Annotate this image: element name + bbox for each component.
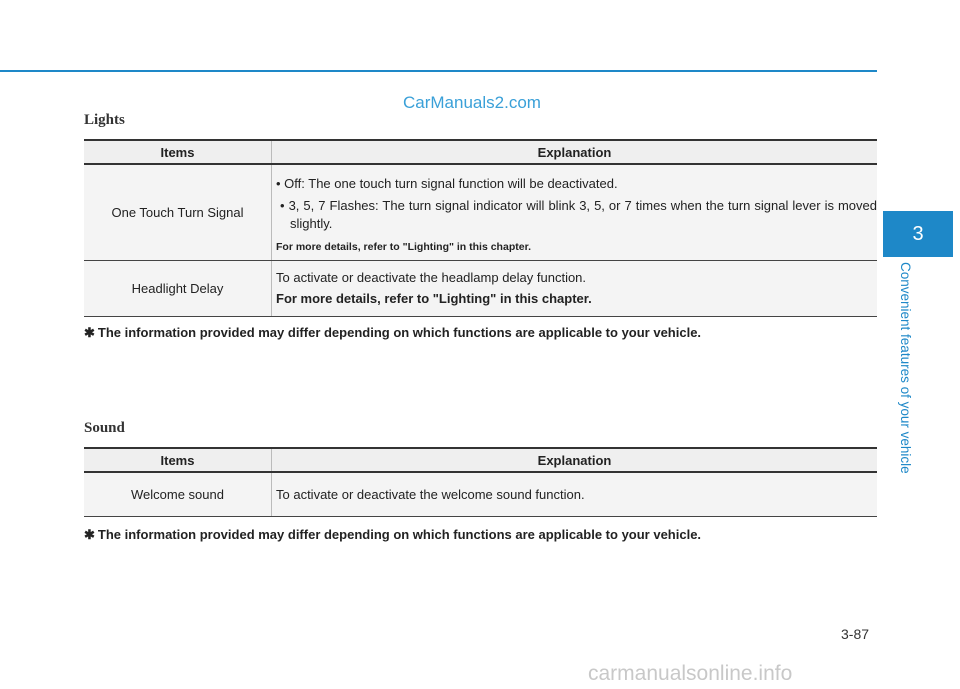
- row-item: Welcome sound: [84, 472, 272, 516]
- footer-watermark: carmanualsonline.info: [588, 662, 793, 685]
- lights-header-items: Items: [84, 140, 272, 164]
- top-rule: [0, 70, 877, 72]
- row-explanation: To activate or deactivate the welcome sound function.: [272, 472, 878, 516]
- reference-text: For more details, refer to "Lighting" in this chapter.: [276, 241, 531, 254]
- sound-table: [84, 447, 877, 517]
- row-item: One Touch Turn Signal: [84, 164, 272, 260]
- note-star-icon: ✱: [84, 527, 95, 542]
- sound-header-row: [84, 448, 877, 472]
- sound-header-items: Items: [84, 448, 272, 472]
- lights-table: [84, 139, 877, 317]
- sound-header-explanation: Explanation: [272, 448, 878, 472]
- row-explanation: [272, 164, 878, 260]
- note-text: The information provided may differ depending on which functions are applicable to your vehicle.: [97, 527, 702, 542]
- reference-text: For more details, refer to "Lighting" in this chapter.: [276, 291, 592, 306]
- lights-title: Lights: [84, 112, 125, 128]
- sound-note: [84, 527, 701, 543]
- row-item: Headlight Delay: [84, 260, 272, 316]
- row-explanation: [272, 260, 878, 316]
- table-row: [84, 260, 877, 316]
- lights-header-row: [84, 140, 877, 164]
- note-text: The information provided may differ depending on which functions are applicable to your vehicle.: [97, 325, 702, 340]
- page-number: 3-87: [841, 626, 870, 642]
- bullet-text: • 3, 5, 7 Flashes: The turn signal indicator will blink 3, 5, or 7 times when the turn signal lever is moved slightly.: [280, 198, 877, 232]
- lights-note: [84, 325, 701, 341]
- watermark: CarManuals2.com: [403, 93, 541, 112]
- table-row: [84, 164, 877, 260]
- chapter-side-title: [898, 262, 918, 492]
- sound-title: Sound: [84, 420, 125, 436]
- explanation-text: To activate or deactivate the headlamp delay function.: [276, 270, 587, 285]
- lights-header-explanation: Explanation: [272, 140, 878, 164]
- note-star-icon: ✱: [84, 325, 95, 340]
- table-row: [84, 472, 877, 516]
- bullet-text: • Off: The one touch turn signal function will be deactivated.: [276, 176, 618, 192]
- chapter-tab: 3: [883, 211, 953, 257]
- chapter-title-text: Convenient features of your vehicle: [898, 262, 913, 474]
